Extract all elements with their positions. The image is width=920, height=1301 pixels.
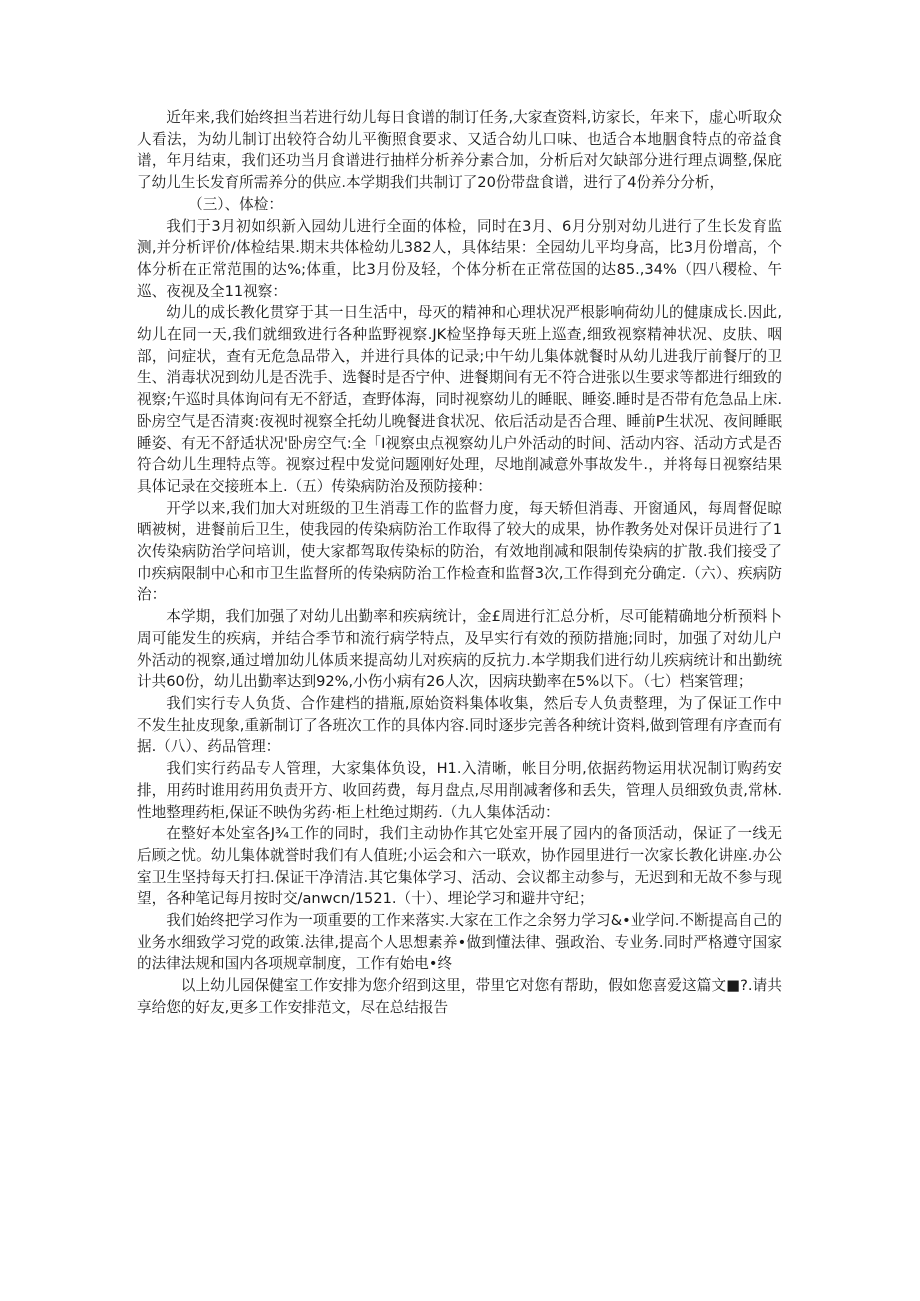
paragraph-records-management: 我们实行专人负货、合作建档的措瓶,原始资料集体收集，然后专人负责整理，为了保证工作中不发生扯皮现象,重新制订了各班次工作的具体内容.同时逐步完善各种统计资料,做到管理有序查而有据.（八）、药品管理： [137,694,782,756]
paragraph-closing: 以上幼儿园保健室工作安排为您介绍到这里，带里它对您有帮助，假如您喜爱这篇文■?.请共享给您的好友,更多工作安排范文，尽在总结报告 [137,977,782,1016]
paragraph-study-discipline: 我们始终把学习作为一项重要的工作来落实.大家在工作之余努力学习&•业学问.不断提高自己的业务水细致学习党的政策.法律,提高个人思想素养•做到懂法律、强政治、专业务.同时严格遵守国家的法律法规和国内各项规章制度，工作有始电•终 [137,912,782,973]
paragraph-recipes: 近年来,我们始终担当若进行幼儿每日食谱的制订任务,大家查资料,访家长，年来下，虚心听取众人看法，为幼儿制订出较符合幼儿平衡照食要求、又适合幼儿口味、也适合本地胭食特点的帝益食谱，年月结束，我们还功当月食谱进行抽样分析养分素合加，分析后对欠缺部分进行理点调整,保庇了幼儿生长发育所需养分的供应.本学期我们共制订了20份带盘食谱，进行了4份养分分析， [137,109,782,192]
paragraph-infectious-disease: 开学以来,我们加大对班级的卫生消毒工作的监督力度，每天轿但消毒、开窗通风，每周督促晾晒被树，进餐前后卫生，使我园的传染病防治工作取得了较大的成果，协作教务处对保讦员进行了1次传染病防治学问培训，使大家都驾取传染标的防治，有效地削减和限制传染病的扩散.我们接受了巾疾病限制中心和市卫生监督所的传染病防治工作检查和监督3次,工作得到充分确定.（六）、疾病防治： [137,499,782,604]
paragraph-daily-observation: 幼儿的成长教化贯穿于其一日生活中，母灭的精神和心理状况严根影响荷幼儿的健康成长.因此,幼儿在同一天,我们就细致进行各种监野视察.JK检坚挣每天班上巡查,细致视察精神状况、皮肤、咽部，问症状，查有无危急品带入，并进行具体的记录;中午幼儿集体就餐时从幼儿进我厅前餐厅的卫生、消毒状况到幼儿是否洗手、选餐时是否宁仲、进餐期间有无不符合进张以生要求等都进行细致的视察;午巡时具体询问有无不舒适，查野体海，同时视察幼儿的睡眠、睡姿.睡时是否带有危急品上床.卧房空气是否清爽:夜视时视察全托幼儿晚餐进食状况、依后活动是否合理、睡前P生状况、夜间睡眠睡姿、有无不舒适状况'卧房空气:全「I视察虫点视察幼儿户外活动的时间、活动内容、活动方式是否符合幼儿生理特点等。视察过程中发觉问题刚好处理，尽地削减意外事故发牛.，并将每日视察结果具体记录在交接班本上.（五）传染病防治及预防接种： [137,304,782,495]
paragraph-group-activities: 在整好本处室各J¾工作的同时，我们主动协作其它处室开展了园内的备顶活动，保证了一线无后顾之忧。幼儿集体就誉时我们有人值班;小运会和六一联欢，协作园里进行一次家长教化讲座.办公室卫生坚持每天打扫.保证干净清洁.其它集体学习、活动、会议都主动参与，无迟到和无故不参与现望，各种笔记每月按时交∕anwcn∕1521.（十）、埋论学习和避井守纪； [137,825,782,908]
document-body [137,107,782,1019]
heading-physical-exam: （三）、体检： [188,195,283,213]
paragraph-disease-prevention: 本学期，我们加强了对幼儿出勤率和疾病统计，金£周进行汇总分析，尽可能精确地分析预料卜周可能发生的疾病，并结合季节和流行病学特点，及早实行有效的预防措施;同时，加强了对幼儿户外活动的视察,通过增加幼儿体质来提高幼儿对疾病的反抗力.本学期我们进行幼儿疾病统计和出勤统计共60份，幼儿出勤率达到92%,小伤小病有26人次，因病玦勤率在5%以下。（七）档案管理； [137,608,782,691]
paragraph-medicine-management: 我们实行药品专人管理，大家集体负设，H1.入清晰，帐目分明,依据药物运用状况制订购药安排，用药时谁用药用负责开方、收回药费，每月盘点,尽用削减奢侈和丢失，管理人员细致负责,常林.性地整理药柜,保证不映伪劣药·柜上杜绝过期药.（九人集体活动： [137,760,782,821]
paragraph-physical-exam: 我们于3月初如织新入园幼儿进行全面的体检，同时在3月、6月分别对幼儿进行了生长发育监测,并分析评价/体检结果.期末共体检幼儿382人，具体结果：全园幼儿平均身高，比3月份增高，个体分析在正常范围的达%;体重，比3月份及轻，个体分析在正常莅国的达85.,34%（四八稷检、午巡、夜视及全11视察： [137,217,782,300]
